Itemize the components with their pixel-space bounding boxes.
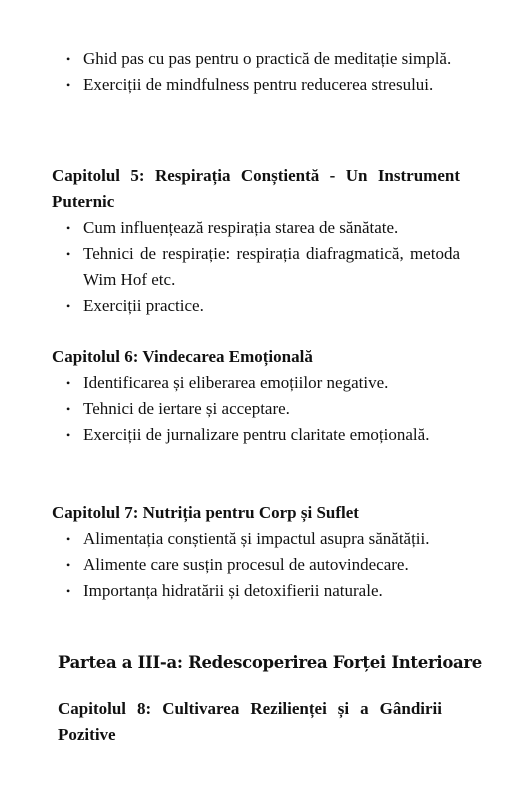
list-item (0, 396, 512, 422)
list-item-text: Alimente care susțin procesul de autovindecare. (83, 555, 409, 574)
list-item-text: Alimentația conștientă și impactul asupra sănătății. (83, 529, 430, 548)
list-item (0, 46, 512, 72)
list-item-text: Exerciții de jurnalizare pentru claritate emoțională. (83, 425, 430, 444)
bullet-icon: • (66, 78, 71, 92)
list-item (0, 72, 512, 98)
list-item-text: Identificarea și eliberarea emoțiilor negative. (83, 373, 389, 392)
bullet-icon: • (66, 532, 71, 546)
chapter-6-heading: Capitolul 6: Vindecarea Emoțională (52, 347, 313, 366)
part-3-heading: Partea a III-a: Redescoperirea Forței Interioare (58, 653, 483, 672)
intro-list (0, 46, 512, 98)
chapter-6-section (0, 344, 512, 448)
list-item (0, 241, 512, 293)
bullet-icon: • (66, 221, 71, 235)
bullet-icon: • (66, 402, 71, 416)
bullet-icon: • (66, 247, 71, 261)
bullet-icon: • (66, 428, 71, 442)
list-item-text: Cum influențează respirația starea de sănătate. (83, 218, 399, 237)
list-item (0, 215, 512, 241)
list-item-text: Exerciții practice. (83, 296, 204, 315)
chapter-5-heading: Capitolul 5: Respirația Conștientă - Un Instrument Puternic (52, 166, 460, 211)
list-item-text: Tehnici de respirație: respirația diafragmatică, metoda Wim Hof etc. (83, 244, 460, 289)
bullet-icon: • (66, 558, 71, 572)
chapter-5-list (0, 215, 512, 319)
bullet-icon: • (66, 376, 71, 390)
list-item-text: Tehnici de iertare și acceptare. (83, 399, 290, 418)
chapter-7-heading: Capitolul 7: Nutriția pentru Corp și Suflet (52, 503, 359, 522)
list-item-text: Exerciții de mindfulness pentru reducerea stresului. (83, 75, 434, 94)
list-item-text: Importanța hidratării și detoxifierii naturale. (83, 581, 383, 600)
chapter-5-section (0, 163, 512, 319)
chapter-7-list (0, 526, 512, 604)
list-item (0, 526, 512, 552)
list-item-text: Ghid pas cu pas pentru o practică de meditație simplă. (83, 49, 452, 68)
list-item (0, 578, 512, 604)
list-item (0, 293, 512, 319)
list-item (0, 422, 512, 448)
chapter-8-heading: Capitolul 8: Cultivarea Rezilienței și a Gândirii Pozitive (58, 699, 442, 744)
chapter-6-list (0, 370, 512, 448)
bullet-icon: • (66, 299, 71, 313)
list-item (0, 370, 512, 396)
bullet-icon: • (66, 584, 71, 598)
bullet-icon: • (66, 52, 71, 66)
chapter-7-section (0, 500, 512, 604)
list-item (0, 552, 512, 578)
